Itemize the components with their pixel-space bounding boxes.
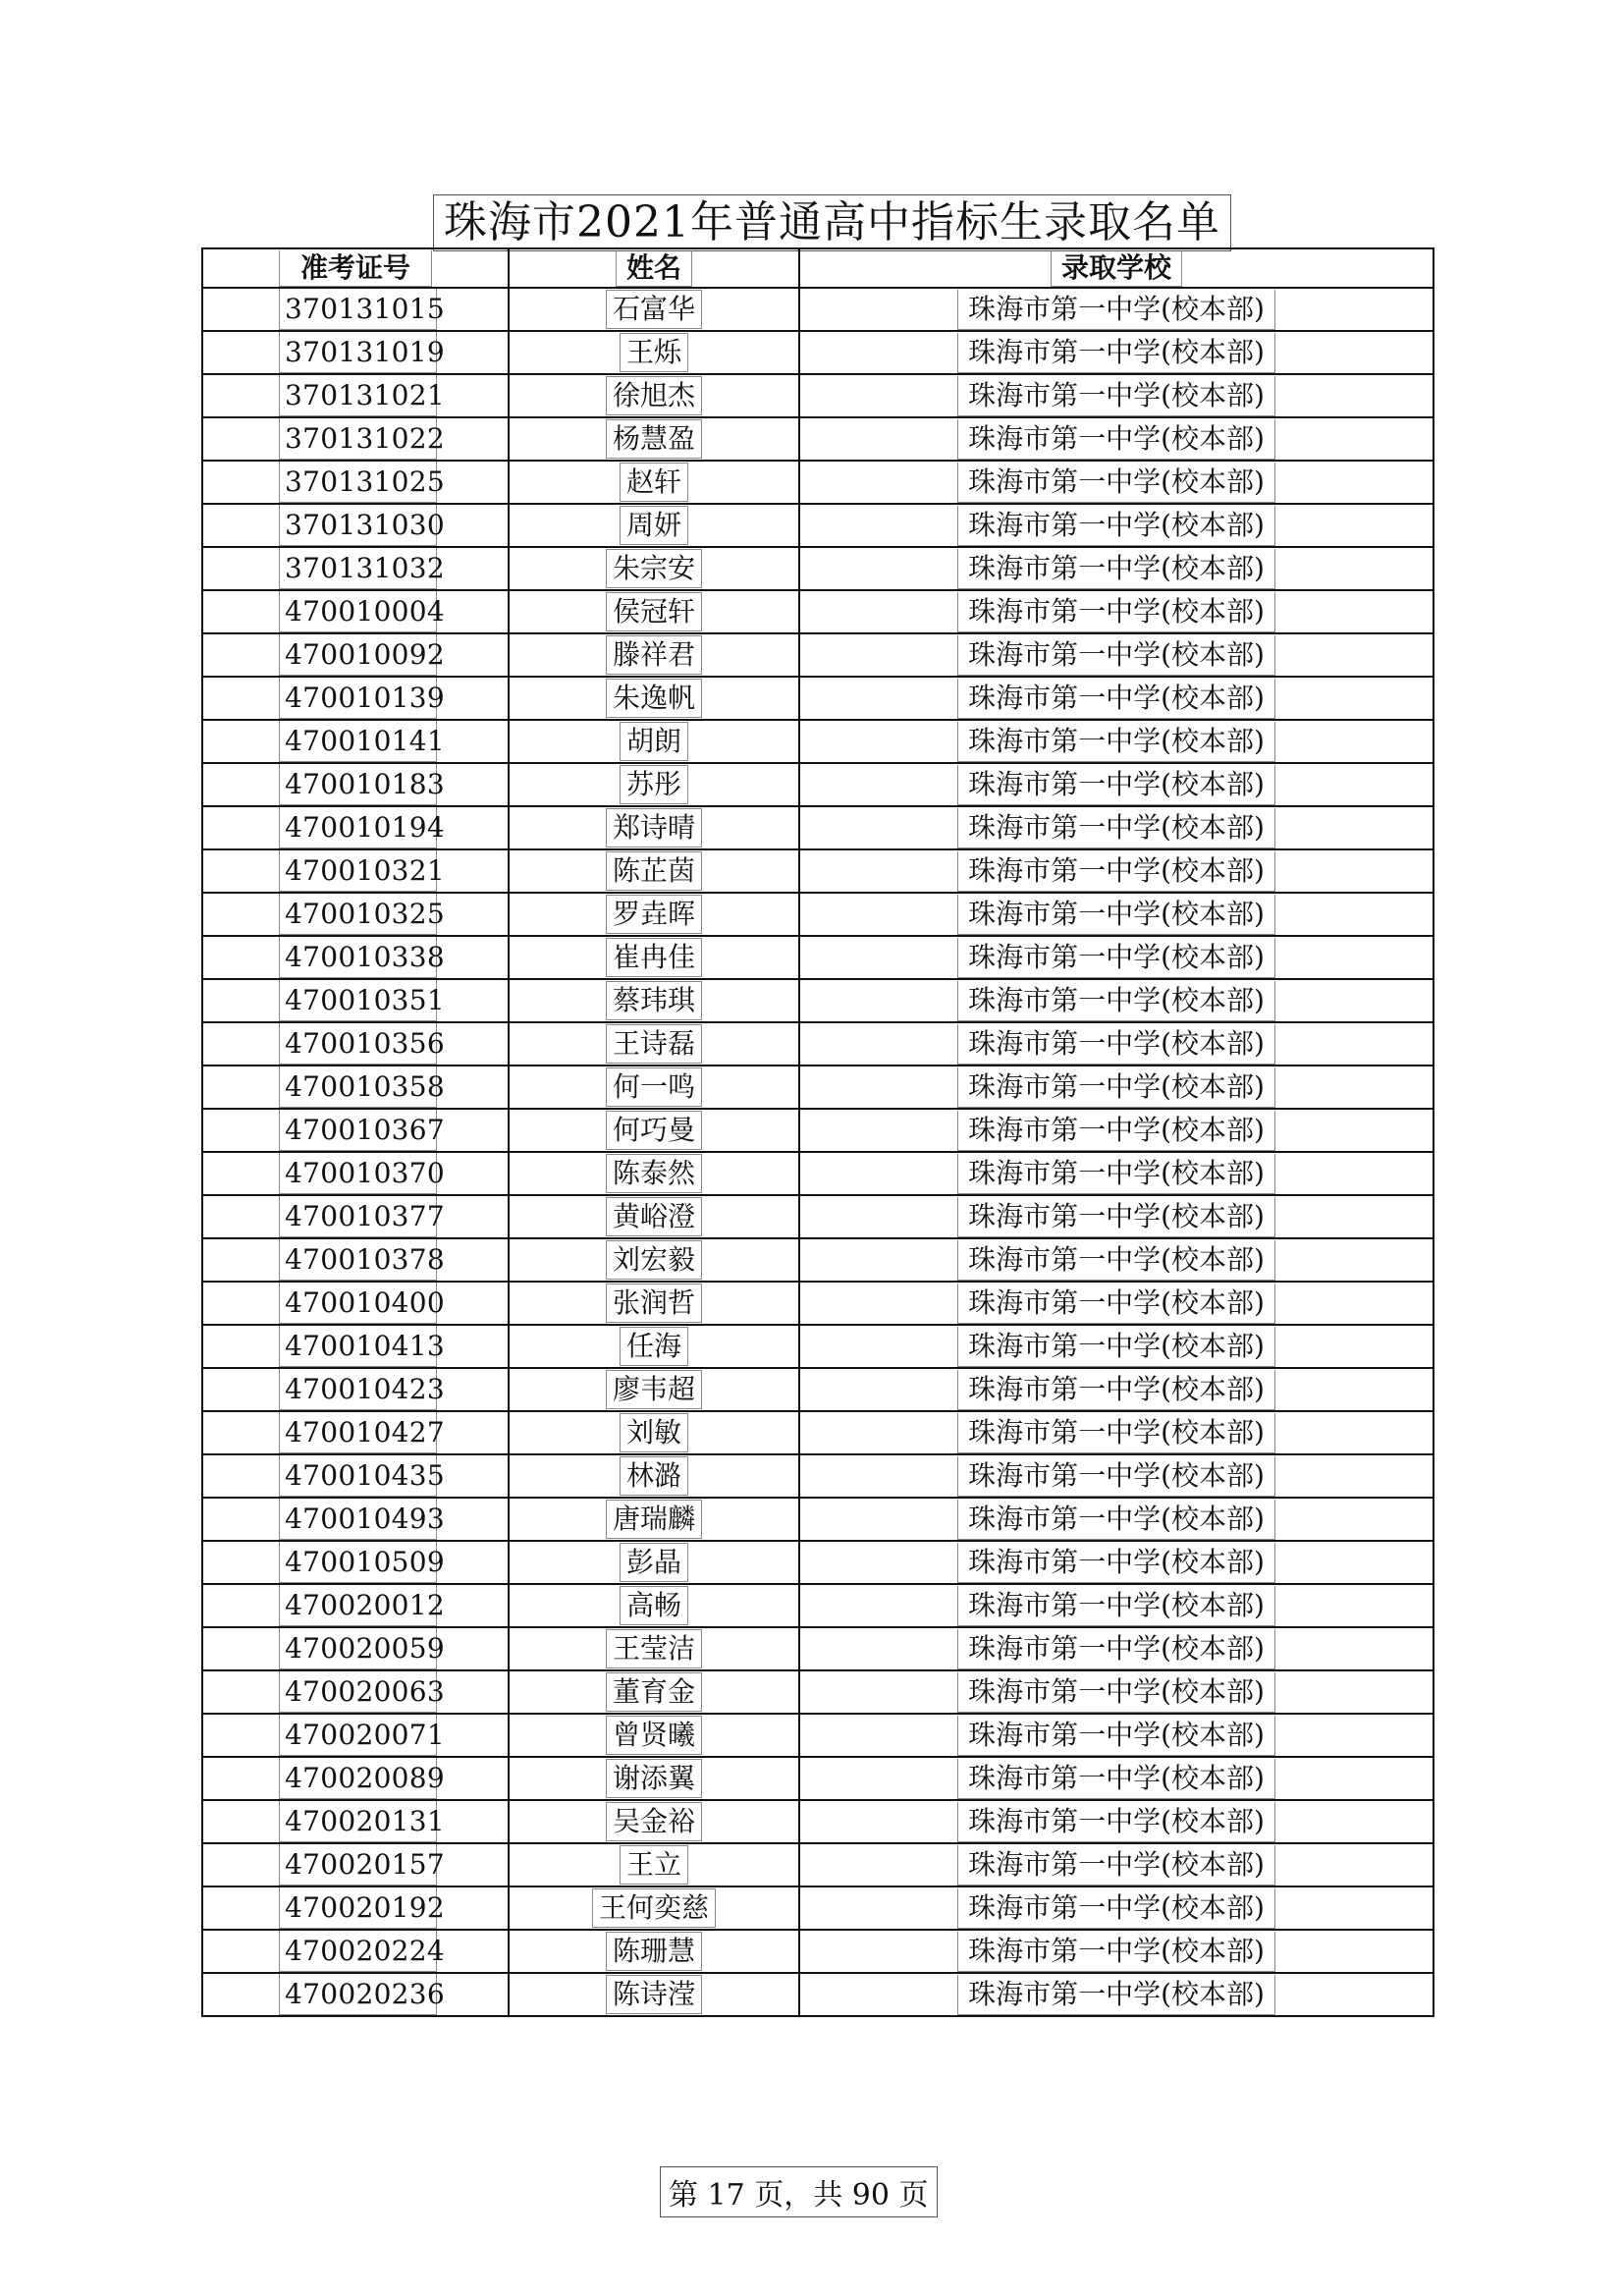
table-row: [203, 1282, 1433, 1325]
cell-school: [799, 1930, 1433, 1973]
cell-id: [203, 1325, 509, 1368]
exam-number: 470010004: [279, 591, 437, 632]
student-name: 廖韦超: [606, 1370, 702, 1409]
cell-name: [509, 849, 799, 893]
cell-school: [799, 1109, 1433, 1152]
table-row: [203, 720, 1433, 763]
admitted-school: 珠海市第一中学(校本部): [957, 635, 1275, 676]
exam-number: 470020131: [279, 1801, 437, 1842]
header-id-label: 准考证号: [279, 250, 432, 287]
cell-school: [799, 1627, 1433, 1670]
cell-id: [203, 1109, 509, 1152]
exam-number: 470010370: [279, 1153, 437, 1194]
exam-number: 470020224: [279, 1931, 437, 1972]
cell-school: [799, 1325, 1433, 1368]
cell-school: [799, 1368, 1433, 1411]
cell-id: [203, 1195, 509, 1238]
table-row: [203, 1066, 1433, 1109]
table-row: [203, 1670, 1433, 1714]
table-row: [203, 590, 1433, 633]
cell-school: [799, 1411, 1433, 1454]
cell-name: [509, 374, 799, 417]
cell-id: [203, 1411, 509, 1454]
cell-id: [203, 1843, 509, 1886]
cell-name: [509, 633, 799, 677]
cell-school: [799, 1454, 1433, 1498]
exam-number: 470020089: [279, 1758, 437, 1799]
header-school-label: 录取学校: [1051, 250, 1182, 287]
cell-name: [509, 936, 799, 979]
cell-school: [799, 1195, 1433, 1238]
student-name: 周妍: [620, 506, 688, 545]
table-row: [203, 461, 1433, 504]
cell-name: [509, 1714, 799, 1757]
student-name: 王何奕慈: [592, 1888, 716, 1928]
exam-number: 470020063: [279, 1671, 437, 1713]
cell-school: [799, 633, 1433, 677]
cell-id: [203, 1368, 509, 1411]
admitted-school: 珠海市第一中学(校本部): [957, 1370, 1275, 1410]
exam-number: 470010358: [279, 1066, 437, 1108]
exam-number: 470010338: [279, 937, 437, 978]
student-name: 何巧曼: [606, 1111, 702, 1150]
cell-name: [509, 1325, 799, 1368]
cell-school: [799, 849, 1433, 893]
table-row: [203, 806, 1433, 849]
cell-name: [509, 590, 799, 633]
table-row: [203, 547, 1433, 590]
cell-id: [203, 1454, 509, 1498]
student-name: 董育金: [606, 1672, 702, 1712]
cell-id: [203, 547, 509, 590]
student-name: 徐旭杰: [606, 376, 702, 415]
student-name: 陈芷茵: [606, 851, 702, 891]
cell-name: [509, 677, 799, 720]
student-name: 彭晶: [620, 1543, 688, 1582]
student-name: 高畅: [620, 1586, 688, 1625]
table-row: [203, 417, 1433, 461]
exam-number: 370131025: [279, 462, 437, 503]
admitted-school: 珠海市第一中学(校本部): [957, 1543, 1275, 1583]
cell-id: [203, 1498, 509, 1541]
cell-id: [203, 288, 509, 331]
cell-id: [203, 1066, 509, 1109]
admitted-school: 珠海市第一中学(校本部): [957, 1154, 1275, 1194]
admitted-school: 珠海市第一中学(校本部): [957, 419, 1275, 460]
exam-number: 470010435: [279, 1455, 437, 1497]
cell-school: [799, 1800, 1433, 1843]
student-name: 王莹洁: [606, 1629, 702, 1668]
table-row: [203, 979, 1433, 1022]
admitted-school: 珠海市第一中学(校本部): [957, 808, 1275, 848]
cell-id: [203, 1757, 509, 1800]
header-school: [799, 249, 1433, 288]
student-name: 曾贤曦: [606, 1716, 702, 1755]
cell-name: [509, 1800, 799, 1843]
exam-number: 470010139: [279, 678, 437, 719]
cell-school: [799, 720, 1433, 763]
admitted-school: 珠海市第一中学(校本部): [957, 1716, 1275, 1756]
exam-number: 370131019: [279, 332, 437, 373]
exam-number: 470020157: [279, 1844, 437, 1886]
student-name: 陈诗滢: [606, 1975, 702, 2014]
admitted-school: 珠海市第一中学(校本部): [957, 1759, 1275, 1799]
cell-name: [509, 1930, 799, 1973]
cell-name: [509, 720, 799, 763]
cell-school: [799, 677, 1433, 720]
admitted-school: 珠海市第一中学(校本部): [957, 1240, 1275, 1281]
cell-school: [799, 417, 1433, 461]
exam-number: 470020071: [279, 1715, 437, 1756]
header-id: [203, 249, 509, 288]
cell-name: [509, 1627, 799, 1670]
admitted-school: 珠海市第一中学(校本部): [957, 1327, 1275, 1367]
cell-school: [799, 979, 1433, 1022]
student-name: 苏彤: [620, 765, 688, 804]
table-row: [203, 1238, 1433, 1282]
cell-name: [509, 1238, 799, 1282]
exam-number: 470010413: [279, 1326, 437, 1367]
cell-school: [799, 1541, 1433, 1584]
admitted-school: 珠海市第一中学(校本部): [957, 549, 1275, 589]
student-name: 林潞: [620, 1456, 688, 1496]
table-row: [203, 1886, 1433, 1930]
exam-number: 370131032: [279, 548, 437, 589]
cell-name: [509, 1022, 799, 1066]
admitted-school: 珠海市第一中学(校本部): [957, 592, 1275, 632]
admitted-school: 珠海市第一中学(校本部): [957, 765, 1275, 805]
cell-school: [799, 547, 1433, 590]
table-row: [203, 893, 1433, 936]
table-row: [203, 374, 1433, 417]
cell-id: [203, 590, 509, 633]
admitted-school: 珠海市第一中学(校本部): [957, 1067, 1275, 1108]
cell-id: [203, 1584, 509, 1627]
cell-name: [509, 504, 799, 547]
cell-name: [509, 806, 799, 849]
cell-name: [509, 1411, 799, 1454]
exam-number: 370131030: [279, 505, 437, 546]
cell-id: [203, 461, 509, 504]
admitted-school: 珠海市第一中学(校本部): [957, 1932, 1275, 1972]
cell-school: [799, 331, 1433, 374]
cell-school: [799, 763, 1433, 806]
cell-id: [203, 1930, 509, 1973]
table-row: [203, 1584, 1433, 1627]
table-row: [203, 1022, 1433, 1066]
student-name: 郑诗晴: [606, 808, 702, 847]
admitted-school: 珠海市第一中学(校本部): [957, 1586, 1275, 1626]
table-row: [203, 763, 1433, 806]
student-name: 张润哲: [606, 1284, 702, 1323]
exam-number: 470010351: [279, 980, 437, 1021]
table-row: [203, 1800, 1433, 1843]
cell-school: [799, 374, 1433, 417]
table-row: [203, 1757, 1433, 1800]
cell-name: [509, 331, 799, 374]
cell-name: [509, 288, 799, 331]
cell-school: [799, 1238, 1433, 1282]
cell-name: [509, 1886, 799, 1930]
exam-number: 470020236: [279, 1974, 437, 2015]
student-name: 王立: [620, 1845, 688, 1885]
exam-number: 470010423: [279, 1369, 437, 1410]
student-name: 谢添翼: [606, 1759, 702, 1798]
admitted-school: 珠海市第一中学(校本部): [957, 506, 1275, 546]
cell-school: [799, 1152, 1433, 1195]
admitted-school: 珠海市第一中学(校本部): [957, 333, 1275, 373]
cell-id: [203, 1886, 509, 1930]
header-name-label: 姓名: [616, 250, 692, 287]
cell-id: [203, 1022, 509, 1066]
cell-id: [203, 633, 509, 677]
cell-school: [799, 1757, 1433, 1800]
table-row: [203, 677, 1433, 720]
admitted-school: 珠海市第一中学(校本部): [957, 1888, 1275, 1929]
admitted-school: 珠海市第一中学(校本部): [957, 376, 1275, 416]
cell-name: [509, 1973, 799, 2016]
student-name: 刘宏毅: [606, 1240, 702, 1280]
student-name: 唐瑞麟: [606, 1500, 702, 1539]
table-row: [203, 1411, 1433, 1454]
student-name: 胡朗: [620, 722, 688, 761]
exam-number: 470010509: [279, 1542, 437, 1583]
cell-name: [509, 1670, 799, 1714]
cell-id: [203, 936, 509, 979]
exam-number: 470010183: [279, 764, 437, 805]
admitted-school: 珠海市第一中学(校本部): [957, 1413, 1275, 1453]
cell-id: [203, 374, 509, 417]
student-name: 滕祥君: [606, 635, 702, 675]
cell-id: [203, 849, 509, 893]
table-row: [203, 1195, 1433, 1238]
student-name: 朱宗安: [606, 549, 702, 588]
cell-name: [509, 1282, 799, 1325]
table-row: [203, 331, 1433, 374]
exam-number: 470020012: [279, 1585, 437, 1626]
cell-id: [203, 331, 509, 374]
admitted-school: 珠海市第一中学(校本部): [957, 1024, 1275, 1065]
student-name: 赵轩: [620, 463, 688, 502]
cell-id: [203, 1670, 509, 1714]
table-header-row: [203, 249, 1433, 288]
student-name: 吴金裕: [606, 1802, 702, 1841]
admitted-school: 珠海市第一中学(校本部): [957, 895, 1275, 935]
admitted-school: 珠海市第一中学(校本部): [957, 722, 1275, 762]
exam-number: 470010321: [279, 850, 437, 892]
table-row: [203, 1541, 1433, 1584]
cell-name: [509, 547, 799, 590]
exam-number: 470020059: [279, 1628, 437, 1669]
exam-number: 470020192: [279, 1887, 437, 1929]
cell-id: [203, 1973, 509, 2016]
cell-school: [799, 461, 1433, 504]
exam-number: 470010092: [279, 634, 437, 676]
student-name: 石富华: [606, 290, 702, 329]
table-row: [203, 1930, 1433, 1973]
table-row: [203, 1109, 1433, 1152]
cell-name: [509, 979, 799, 1022]
exam-number: 470010325: [279, 894, 437, 935]
page-title: 珠海市2021年普通高中指标生录取名单: [433, 194, 1231, 251]
cell-id: [203, 1152, 509, 1195]
admitted-school: 珠海市第一中学(校本部): [957, 1845, 1275, 1886]
cell-name: [509, 1368, 799, 1411]
cell-school: [799, 590, 1433, 633]
student-name: 任海: [620, 1327, 688, 1366]
admitted-school: 珠海市第一中学(校本部): [957, 851, 1275, 892]
cell-school: [799, 936, 1433, 979]
exam-number: 470010367: [279, 1110, 437, 1151]
cell-school: [799, 1714, 1433, 1757]
cell-school: [799, 1843, 1433, 1886]
table-row: [203, 1498, 1433, 1541]
cell-id: [203, 763, 509, 806]
table-row: [203, 1843, 1433, 1886]
table-row: [203, 1152, 1433, 1195]
cell-id: [203, 806, 509, 849]
admission-table-container: [201, 247, 1434, 2017]
table-row: [203, 1627, 1433, 1670]
exam-number: 370131021: [279, 375, 437, 416]
cell-id: [203, 1282, 509, 1325]
table-body: [203, 288, 1433, 2016]
cell-name: [509, 461, 799, 504]
admitted-school: 珠海市第一中学(校本部): [957, 1500, 1275, 1540]
exam-number: 470010400: [279, 1283, 437, 1324]
admitted-school: 珠海市第一中学(校本部): [957, 1802, 1275, 1842]
table-row: [203, 1973, 1433, 2016]
cell-id: [203, 417, 509, 461]
header-name: [509, 249, 799, 288]
cell-id: [203, 1627, 509, 1670]
student-name: 何一鸣: [606, 1067, 702, 1107]
admitted-school: 珠海市第一中学(校本部): [957, 938, 1275, 978]
cell-id: [203, 1541, 509, 1584]
student-name: 黄峪澄: [606, 1197, 702, 1236]
cell-school: [799, 1498, 1433, 1541]
table-row: [203, 1325, 1433, 1368]
cell-name: [509, 1843, 799, 1886]
cell-school: [799, 1066, 1433, 1109]
cell-school: [799, 1886, 1433, 1930]
student-name: 刘敏: [620, 1413, 688, 1452]
student-name: 崔冉佳: [606, 938, 702, 977]
exam-number: 470010493: [279, 1499, 437, 1540]
admitted-school: 珠海市第一中学(校本部): [957, 1197, 1275, 1237]
cell-name: [509, 417, 799, 461]
admitted-school: 珠海市第一中学(校本部): [957, 1284, 1275, 1324]
cell-id: [203, 979, 509, 1022]
cell-id: [203, 893, 509, 936]
exam-number: 470010194: [279, 807, 437, 848]
page-number: 第 17 页，共 90 页: [660, 2166, 938, 2217]
cell-id: [203, 720, 509, 763]
admitted-school: 珠海市第一中学(校本部): [957, 290, 1275, 330]
exam-number: 370131022: [279, 418, 437, 460]
exam-number: 370131015: [279, 289, 437, 330]
cell-name: [509, 1498, 799, 1541]
table-row: [203, 1714, 1433, 1757]
cell-name: [509, 1584, 799, 1627]
cell-school: [799, 504, 1433, 547]
cell-school: [799, 1670, 1433, 1714]
admitted-school: 珠海市第一中学(校本部): [957, 981, 1275, 1021]
admitted-school: 珠海市第一中学(校本部): [957, 1456, 1275, 1497]
table-row: [203, 288, 1433, 331]
cell-name: [509, 1454, 799, 1498]
cell-name: [509, 1109, 799, 1152]
exam-number: 470010141: [279, 721, 437, 762]
student-name: 罗垚晖: [606, 895, 702, 934]
cell-name: [509, 1152, 799, 1195]
cell-school: [799, 1282, 1433, 1325]
cell-id: [203, 1714, 509, 1757]
admitted-school: 珠海市第一中学(校本部): [957, 1672, 1275, 1713]
cell-school: [799, 1973, 1433, 2016]
table-row: [203, 633, 1433, 677]
admitted-school: 珠海市第一中学(校本部): [957, 679, 1275, 719]
cell-school: [799, 893, 1433, 936]
cell-name: [509, 763, 799, 806]
admitted-school: 珠海市第一中学(校本部): [957, 463, 1275, 503]
exam-number: 470010356: [279, 1023, 437, 1065]
cell-id: [203, 677, 509, 720]
table-row: [203, 1454, 1433, 1498]
table-row: [203, 1368, 1433, 1411]
cell-school: [799, 1022, 1433, 1066]
cell-school: [799, 806, 1433, 849]
cell-id: [203, 1800, 509, 1843]
student-name: 陈珊慧: [606, 1932, 702, 1971]
exam-number: 470010378: [279, 1239, 437, 1281]
cell-name: [509, 1066, 799, 1109]
cell-name: [509, 1195, 799, 1238]
table-row: [203, 849, 1433, 893]
student-name: 杨慧盈: [606, 419, 702, 459]
admitted-school: 珠海市第一中学(校本部): [957, 1975, 1275, 2015]
table-row: [203, 936, 1433, 979]
student-name: 王烁: [620, 333, 688, 372]
cell-school: [799, 288, 1433, 331]
exam-number: 470010377: [279, 1196, 437, 1237]
table-row: [203, 504, 1433, 547]
cell-name: [509, 1541, 799, 1584]
student-name: 朱逸帆: [606, 679, 702, 718]
cell-id: [203, 504, 509, 547]
admitted-school: 珠海市第一中学(校本部): [957, 1111, 1275, 1151]
exam-number: 470010427: [279, 1412, 437, 1453]
student-name: 蔡玮琪: [606, 981, 702, 1020]
student-name: 侯冠轩: [606, 592, 702, 631]
cell-name: [509, 1757, 799, 1800]
admission-table: [203, 249, 1433, 2017]
student-name: 陈泰然: [606, 1154, 702, 1193]
admitted-school: 珠海市第一中学(校本部): [957, 1629, 1275, 1669]
cell-school: [799, 1584, 1433, 1627]
cell-name: [509, 893, 799, 936]
student-name: 王诗磊: [606, 1024, 702, 1064]
cell-id: [203, 1238, 509, 1282]
